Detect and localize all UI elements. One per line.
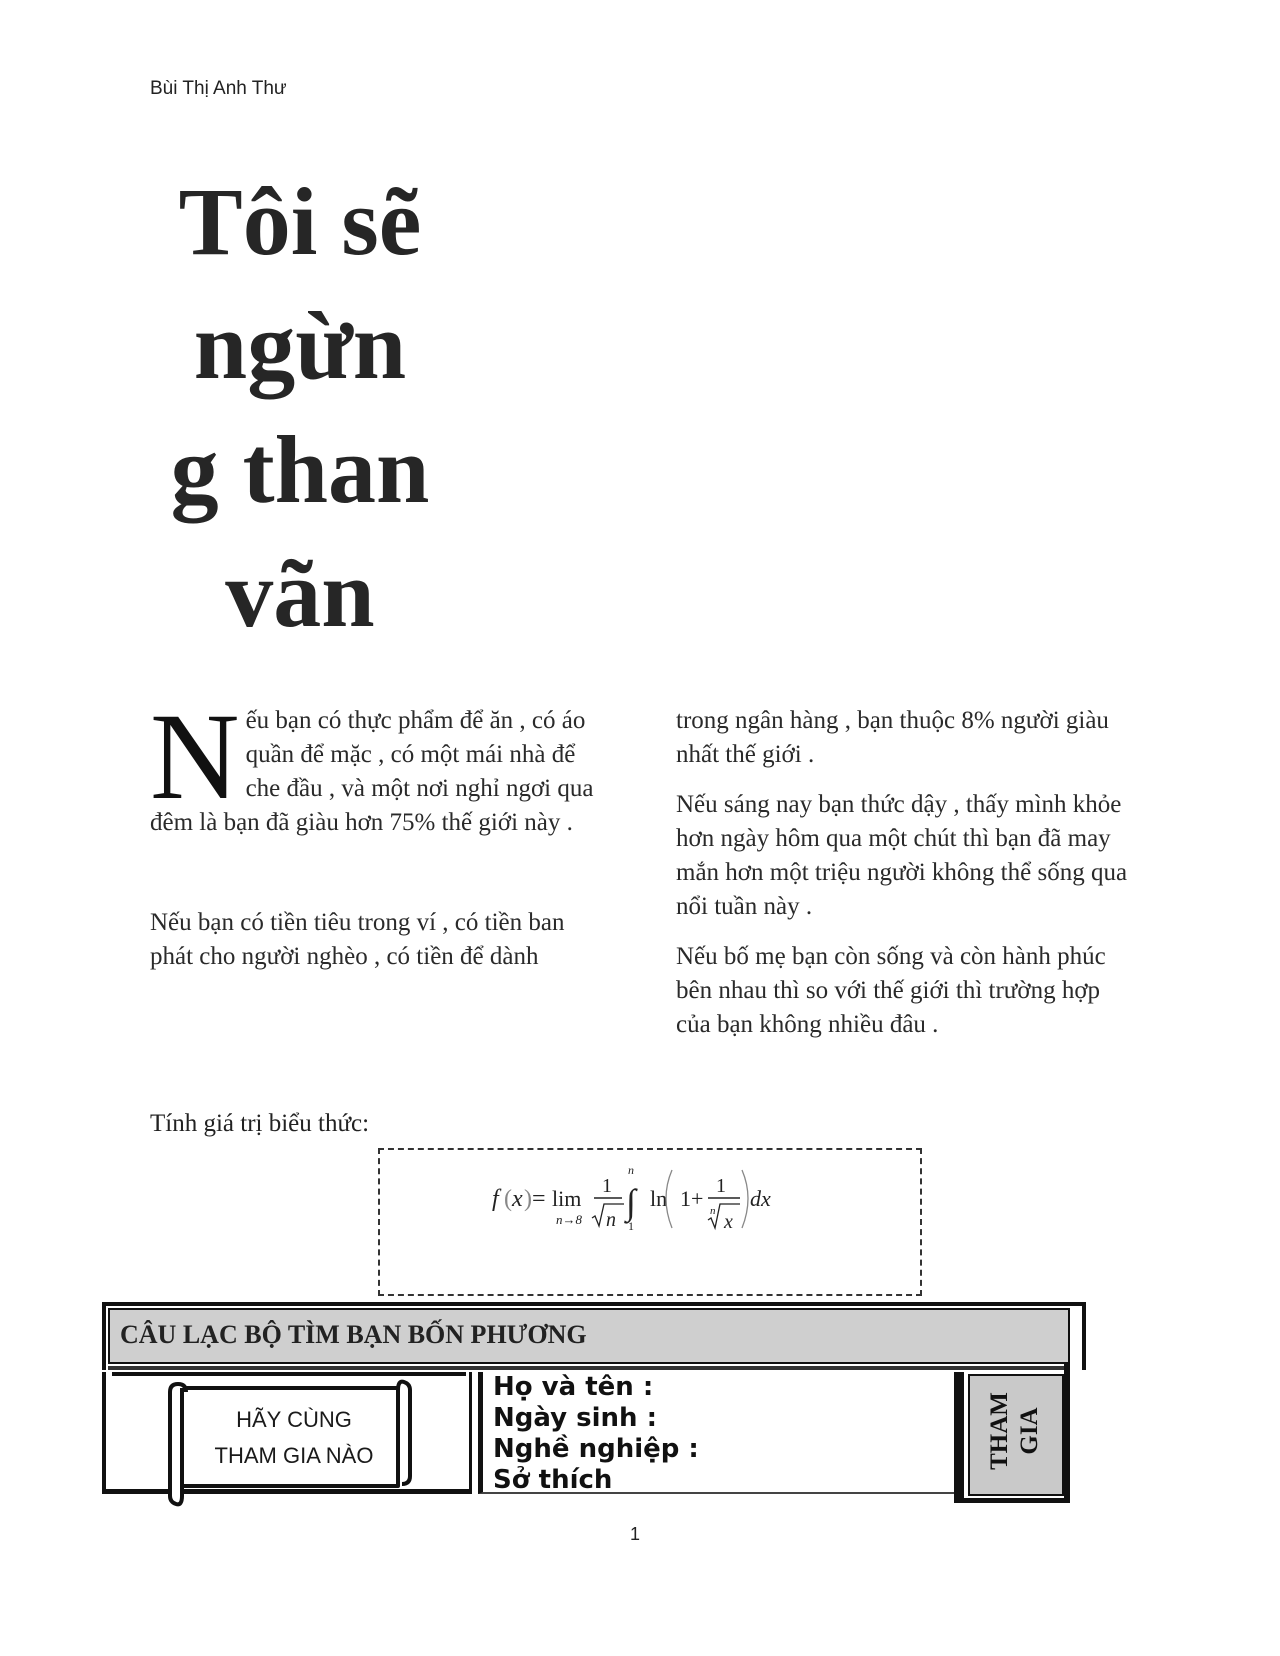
formula-sqrt-n: n [606, 1209, 616, 1231]
formula-graphic [380, 1150, 924, 1298]
join-button[interactable] [970, 1376, 1060, 1486]
article-left-column [150, 688, 610, 974]
field-job-label: Nghề nghiệp : [493, 1434, 699, 1464]
drop-cap: N [150, 688, 240, 825]
join-label [985, 1392, 1045, 1470]
formula-f: f [492, 1186, 499, 1212]
scroll-banner [166, 1376, 412, 1508]
article-paragraph [150, 688, 610, 840]
join-cell [954, 1364, 1082, 1504]
title-line: ngừn [193, 292, 407, 399]
formula-paren-open: ( [504, 1186, 512, 1212]
page-number: 1 [630, 1524, 641, 1544]
formula-x: x [512, 1186, 523, 1212]
scroll-banner-text [194, 1402, 394, 1474]
field-name-label: Họ và tên : [493, 1372, 654, 1402]
scroll-left-roll [170, 1384, 186, 1504]
join-cell-bar [954, 1372, 964, 1500]
field-birthday-label: Ngày sinh : [493, 1403, 657, 1433]
formula-box [378, 1148, 922, 1296]
field-hobby-label: Sở thích [493, 1465, 613, 1495]
math-prompt: Tính giá trị biểu thức: [150, 1110, 370, 1137]
formula-lim-subscript: n→8 [556, 1212, 582, 1227]
article-paragraph: trong ngân hàng , bạn thuộc 8% người giàu nhất thế giới . [676, 707, 1109, 768]
article-right-column [676, 704, 1136, 1042]
formula-equals: = [532, 1186, 546, 1212]
club-fields [478, 1372, 954, 1494]
title-line: vãn [225, 540, 375, 647]
club-divider [108, 1366, 1070, 1370]
formula-paren-close: ) [524, 1186, 532, 1212]
scroll-line: THAM GIA NÀO [214, 1443, 374, 1468]
formula-lower-bound: 1 [628, 1219, 634, 1233]
join-label-line: GIA [1016, 1407, 1043, 1455]
join-cell-bottom [954, 1498, 1070, 1503]
formula-one-plus: 1+ [680, 1186, 704, 1211]
article-paragraph: Nếu bố mẹ bạn còn sống và còn hành phúc bên nhau thì so với thế giới thì trường hợp của bạn không nhiều đâu . [676, 943, 1106, 1038]
formula-root-x: x [724, 1211, 733, 1233]
paragraph-text: ếu bạn có thực phẩm để ăn , có áo quần để mặc , có một mái nhà để che đầu , và một nơi nghỉ ngơi qua đêm là bạn đã giàu hơn 75% thế giới này . [150, 707, 594, 836]
article-paragraph: Nếu bạn có tiền tiêu trong ví , có tiền ban phát cho người nghèo , có tiền để dành [150, 909, 565, 970]
formula-dx: dx [750, 1186, 771, 1211]
formula-integral-sign: ∫ [626, 1182, 636, 1222]
formula-root-index: n [710, 1205, 716, 1217]
article-title [150, 160, 450, 656]
scroll-line: HÃY CÙNG [236, 1407, 352, 1432]
formula-inner-num: 1 [716, 1175, 726, 1197]
scroll-right-roll [398, 1382, 410, 1486]
formula-lim: lim [552, 1186, 582, 1211]
formula-ln: ln [650, 1186, 668, 1211]
club-title: CÂU LẠC BỘ TÌM BẠN BỐN PHƯƠNG [108, 1308, 1070, 1364]
formula-big-paren-right [742, 1170, 748, 1228]
title-line: g than [170, 416, 430, 523]
join-cell-edge [1064, 1364, 1070, 1502]
formula-frac-num: 1 [602, 1175, 612, 1197]
article-paragraph: Nếu sáng nay bạn thức dậy , thấy mình khỏe hơn ngày hôm qua một chút thì bạn đã may mắn hơn một triệu người không thể sống qua nổi tuần này . [676, 791, 1128, 920]
join-label-line: THAM [986, 1392, 1013, 1470]
title-line: Tôi sẽ [178, 168, 422, 275]
formula-upper-bound: n [628, 1163, 634, 1177]
header-author: Bùi Thị Anh Thư [150, 78, 287, 99]
